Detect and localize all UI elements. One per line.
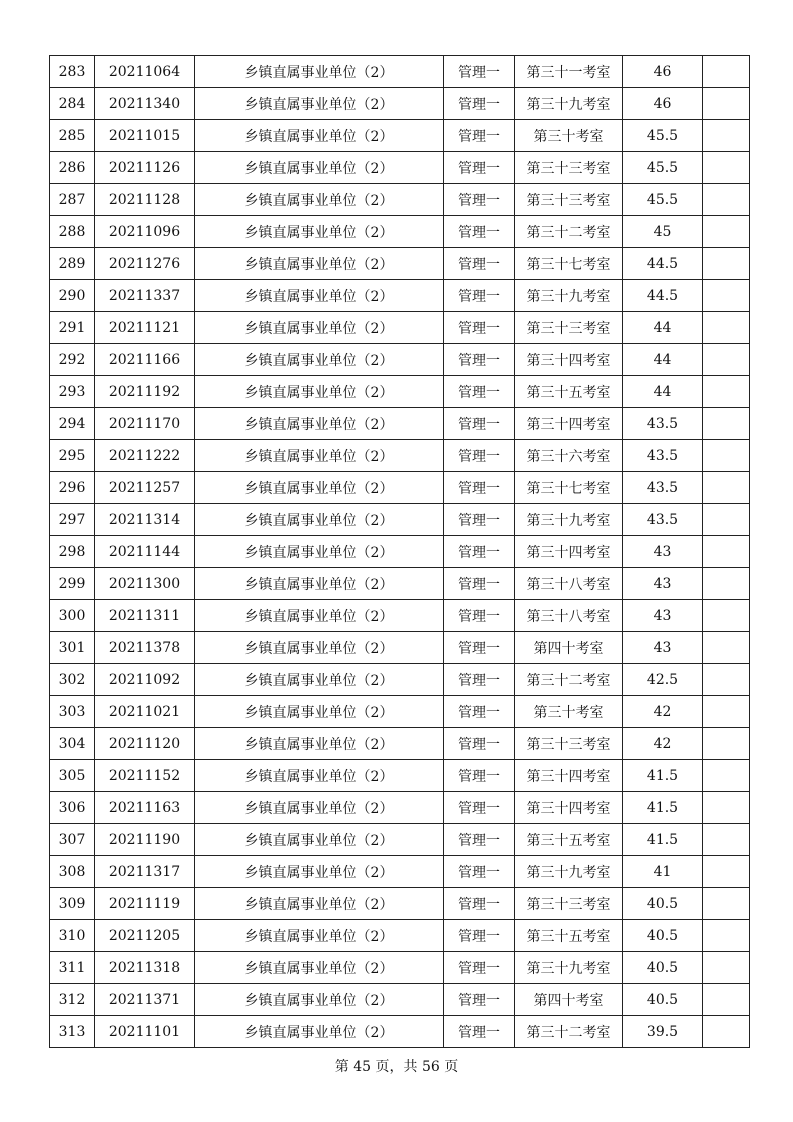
position-cell: 管理一 [444,344,515,376]
score-cell: 41.5 [623,824,703,856]
exam-room-cell: 第三十五考室 [515,824,623,856]
exam-id-cell: 20211064 [95,56,195,88]
exam-id-cell: 20211120 [95,728,195,760]
exam-room-cell: 第三十四考室 [515,344,623,376]
remark-cell [703,504,750,536]
row-number-cell: 294 [50,408,95,440]
score-cell: 43 [623,536,703,568]
exam-room-cell: 第三十考室 [515,120,623,152]
exam-id-cell: 20211300 [95,568,195,600]
row-number-cell: 313 [50,1016,95,1048]
exam-id-cell: 20211318 [95,952,195,984]
remark-cell [703,184,750,216]
score-cell: 42 [623,728,703,760]
remark-cell [703,888,750,920]
unit-name-cell: 乡镇直属事业单位（2） [195,248,444,280]
row-number-cell: 287 [50,184,95,216]
score-cell: 43.5 [623,504,703,536]
remark-cell [703,536,750,568]
row-number-cell: 291 [50,312,95,344]
unit-name-cell: 乡镇直属事业单位（2） [195,440,444,472]
exam-id-cell: 20211314 [95,504,195,536]
row-number-cell: 292 [50,344,95,376]
row-number-cell: 299 [50,568,95,600]
score-cell: 43.5 [623,440,703,472]
position-cell: 管理一 [444,184,515,216]
remark-cell [703,408,750,440]
row-number-cell: 296 [50,472,95,504]
exam-room-cell: 第三十九考室 [515,952,623,984]
exam-room-cell: 第三十三考室 [515,184,623,216]
exam-room-cell: 第三十八考室 [515,600,623,632]
table-row [50,280,750,312]
row-number-cell: 298 [50,536,95,568]
row-number-cell: 306 [50,792,95,824]
unit-name-cell: 乡镇直属事业单位（2） [195,152,444,184]
exam-id-cell: 20211311 [95,600,195,632]
score-cell: 41.5 [623,792,703,824]
remark-cell [703,216,750,248]
table-row [50,408,750,440]
remark-cell [703,600,750,632]
exam-room-cell: 第三十九考室 [515,856,623,888]
position-cell: 管理一 [444,376,515,408]
row-number-cell: 305 [50,760,95,792]
position-cell: 管理一 [444,824,515,856]
row-number-cell: 295 [50,440,95,472]
row-number-cell: 308 [50,856,95,888]
exam-room-cell: 第三十四考室 [515,536,623,568]
exam-id-cell: 20211190 [95,824,195,856]
remark-cell [703,472,750,504]
score-cell: 45.5 [623,184,703,216]
exam-room-cell: 第三十九考室 [515,280,623,312]
exam-room-cell: 第三十三考室 [515,728,623,760]
unit-name-cell: 乡镇直属事业单位（2） [195,728,444,760]
page-footer: 第 45 页，共 56 页 [334,1059,459,1075]
position-cell: 管理一 [444,792,515,824]
exam-id-cell: 20211276 [95,248,195,280]
position-cell: 管理一 [444,312,515,344]
table-row [50,600,750,632]
position-cell: 管理一 [444,152,515,184]
table-row [50,56,750,88]
table-row [50,344,750,376]
table-row [50,920,750,952]
remark-cell [703,824,750,856]
row-number-cell: 309 [50,888,95,920]
table-row [50,952,750,984]
position-cell: 管理一 [444,88,515,120]
position-cell: 管理一 [444,984,515,1016]
remark-cell [703,376,750,408]
table-row [50,504,750,536]
table-row [50,472,750,504]
score-cell: 42.5 [623,664,703,696]
exam-id-cell: 20211121 [95,312,195,344]
position-cell: 管理一 [444,408,515,440]
score-cell: 41.5 [623,760,703,792]
score-cell: 44 [623,312,703,344]
exam-room-cell: 第三十五考室 [515,376,623,408]
unit-name-cell: 乡镇直属事业单位（2） [195,792,444,824]
table-row [50,856,750,888]
score-cell: 46 [623,88,703,120]
unit-name-cell: 乡镇直属事业单位（2） [195,600,444,632]
position-cell: 管理一 [444,280,515,312]
exam-room-cell: 第三十三考室 [515,312,623,344]
position-cell: 管理一 [444,664,515,696]
row-number-cell: 284 [50,88,95,120]
row-number-cell: 285 [50,120,95,152]
exam-id-cell: 20211378 [95,632,195,664]
unit-name-cell: 乡镇直属事业单位（2） [195,632,444,664]
exam-id-cell: 20211340 [95,88,195,120]
exam-room-cell: 第三十九考室 [515,504,623,536]
unit-name-cell: 乡镇直属事业单位（2） [195,984,444,1016]
remark-cell [703,664,750,696]
remark-cell [703,856,750,888]
remark-cell [703,728,750,760]
table-row [50,120,750,152]
score-cell: 40.5 [623,888,703,920]
score-cell: 41 [623,856,703,888]
score-cell: 44.5 [623,248,703,280]
remark-cell [703,1016,750,1048]
position-cell: 管理一 [444,248,515,280]
position-cell: 管理一 [444,920,515,952]
table-row [50,824,750,856]
unit-name-cell: 乡镇直属事业单位（2） [195,760,444,792]
table-row [50,984,750,1016]
exam-room-cell: 第四十考室 [515,632,623,664]
remark-cell [703,88,750,120]
exam-room-cell: 第四十考室 [515,984,623,1016]
exam-id-cell: 20211015 [95,120,195,152]
position-cell: 管理一 [444,536,515,568]
row-number-cell: 289 [50,248,95,280]
table-row [50,88,750,120]
unit-name-cell: 乡镇直属事业单位（2） [195,312,444,344]
exam-room-cell: 第三十四考室 [515,408,623,440]
exam-id-cell: 20211096 [95,216,195,248]
row-number-cell: 301 [50,632,95,664]
exam-id-cell: 20211317 [95,856,195,888]
exam-room-cell: 第三十二考室 [515,216,623,248]
table-row [50,440,750,472]
exam-room-cell: 第三十二考室 [515,1016,623,1048]
position-cell: 管理一 [444,888,515,920]
unit-name-cell: 乡镇直属事业单位（2） [195,824,444,856]
row-number-cell: 288 [50,216,95,248]
remark-cell [703,280,750,312]
unit-name-cell: 乡镇直属事业单位（2） [195,888,444,920]
position-cell: 管理一 [444,600,515,632]
exam-room-cell: 第三十四考室 [515,760,623,792]
score-cell: 43.5 [623,472,703,504]
score-cell: 40.5 [623,984,703,1016]
exam-id-cell: 20211092 [95,664,195,696]
remark-cell [703,152,750,184]
exam-id-cell: 20211257 [95,472,195,504]
position-cell: 管理一 [444,56,515,88]
remark-cell [703,920,750,952]
score-cell: 45 [623,216,703,248]
exam-id-cell: 20211144 [95,536,195,568]
position-cell: 管理一 [444,1016,515,1048]
unit-name-cell: 乡镇直属事业单位（2） [195,376,444,408]
unit-name-cell: 乡镇直属事业单位（2） [195,472,444,504]
row-number-cell: 302 [50,664,95,696]
exam-room-cell: 第三十一考室 [515,56,623,88]
exam-id-cell: 20211371 [95,984,195,1016]
exam-id-cell: 20211222 [95,440,195,472]
table-row [50,376,750,408]
position-cell: 管理一 [444,728,515,760]
row-number-cell: 307 [50,824,95,856]
unit-name-cell: 乡镇直属事业单位（2） [195,664,444,696]
exam-id-cell: 20211119 [95,888,195,920]
row-number-cell: 310 [50,920,95,952]
remark-cell [703,984,750,1016]
position-cell: 管理一 [444,504,515,536]
unit-name-cell: 乡镇直属事业单位（2） [195,344,444,376]
score-cell: 44 [623,376,703,408]
table-row [50,216,750,248]
unit-name-cell: 乡镇直属事业单位（2） [195,952,444,984]
remark-cell [703,632,750,664]
score-cell: 44 [623,344,703,376]
row-number-cell: 283 [50,56,95,88]
unit-name-cell: 乡镇直属事业单位（2） [195,88,444,120]
exam-room-cell: 第三十三考室 [515,888,623,920]
table-row [50,536,750,568]
exam-id-cell: 20211128 [95,184,195,216]
score-cell: 40.5 [623,952,703,984]
exam-room-cell: 第三十六考室 [515,440,623,472]
position-cell: 管理一 [444,120,515,152]
row-number-cell: 311 [50,952,95,984]
row-number-cell: 303 [50,696,95,728]
remark-cell [703,696,750,728]
remark-cell [703,760,750,792]
unit-name-cell: 乡镇直属事业单位（2） [195,216,444,248]
remark-cell [703,56,750,88]
unit-name-cell: 乡镇直属事业单位（2） [195,56,444,88]
remark-cell [703,248,750,280]
score-cell: 44.5 [623,280,703,312]
position-cell: 管理一 [444,440,515,472]
unit-name-cell: 乡镇直属事业单位（2） [195,1016,444,1048]
unit-name-cell: 乡镇直属事业单位（2） [195,856,444,888]
exam-room-cell: 第三十考室 [515,696,623,728]
remark-cell [703,792,750,824]
unit-name-cell: 乡镇直属事业单位（2） [195,184,444,216]
exam-id-cell: 20211126 [95,152,195,184]
score-cell: 45.5 [623,152,703,184]
score-cell: 40.5 [623,920,703,952]
position-cell: 管理一 [444,696,515,728]
remark-cell [703,120,750,152]
exam-id-cell: 20211192 [95,376,195,408]
position-cell: 管理一 [444,472,515,504]
position-cell: 管理一 [444,568,515,600]
unit-name-cell: 乡镇直属事业单位（2） [195,280,444,312]
exam-room-cell: 第三十九考室 [515,88,623,120]
exam-room-cell: 第三十四考室 [515,792,623,824]
unit-name-cell: 乡镇直属事业单位（2） [195,536,444,568]
remark-cell [703,440,750,472]
table-row [50,248,750,280]
score-table [49,55,750,1048]
row-number-cell: 293 [50,376,95,408]
position-cell: 管理一 [444,952,515,984]
table-row [50,728,750,760]
row-number-cell: 290 [50,280,95,312]
table-row [50,312,750,344]
table-row [50,664,750,696]
row-number-cell: 312 [50,984,95,1016]
unit-name-cell: 乡镇直属事业单位（2） [195,408,444,440]
exam-room-cell: 第三十二考室 [515,664,623,696]
row-number-cell: 286 [50,152,95,184]
score-cell: 43 [623,600,703,632]
position-cell: 管理一 [444,216,515,248]
exam-id-cell: 20211166 [95,344,195,376]
remark-cell [703,312,750,344]
exam-room-cell: 第三十三考室 [515,152,623,184]
score-cell: 39.5 [623,1016,703,1048]
score-cell: 43 [623,632,703,664]
unit-name-cell: 乡镇直属事业单位（2） [195,696,444,728]
table-row [50,568,750,600]
exam-room-cell: 第三十七考室 [515,248,623,280]
unit-name-cell: 乡镇直属事业单位（2） [195,920,444,952]
table-row [50,632,750,664]
exam-room-cell: 第三十八考室 [515,568,623,600]
unit-name-cell: 乡镇直属事业单位（2） [195,120,444,152]
score-cell: 46 [623,56,703,88]
exam-room-cell: 第三十五考室 [515,920,623,952]
exam-id-cell: 20211205 [95,920,195,952]
remark-cell [703,344,750,376]
score-cell: 43.5 [623,408,703,440]
exam-id-cell: 20211170 [95,408,195,440]
score-table-body [50,56,750,1048]
row-number-cell: 304 [50,728,95,760]
table-row [50,696,750,728]
score-cell: 45.5 [623,120,703,152]
unit-name-cell: 乡镇直属事业单位（2） [195,568,444,600]
exam-id-cell: 20211163 [95,792,195,824]
exam-id-cell: 20211101 [95,1016,195,1048]
exam-id-cell: 20211152 [95,760,195,792]
table-row [50,184,750,216]
remark-cell [703,952,750,984]
position-cell: 管理一 [444,760,515,792]
exam-id-cell: 20211021 [95,696,195,728]
table-row [50,760,750,792]
row-number-cell: 297 [50,504,95,536]
table-row [50,1016,750,1048]
exam-room-cell: 第三十七考室 [515,472,623,504]
score-cell: 43 [623,568,703,600]
unit-name-cell: 乡镇直属事业单位（2） [195,504,444,536]
table-row [50,792,750,824]
table-row [50,152,750,184]
remark-cell [703,568,750,600]
position-cell: 管理一 [444,856,515,888]
row-number-cell: 300 [50,600,95,632]
score-cell: 42 [623,696,703,728]
exam-id-cell: 20211337 [95,280,195,312]
table-row [50,888,750,920]
position-cell: 管理一 [444,632,515,664]
